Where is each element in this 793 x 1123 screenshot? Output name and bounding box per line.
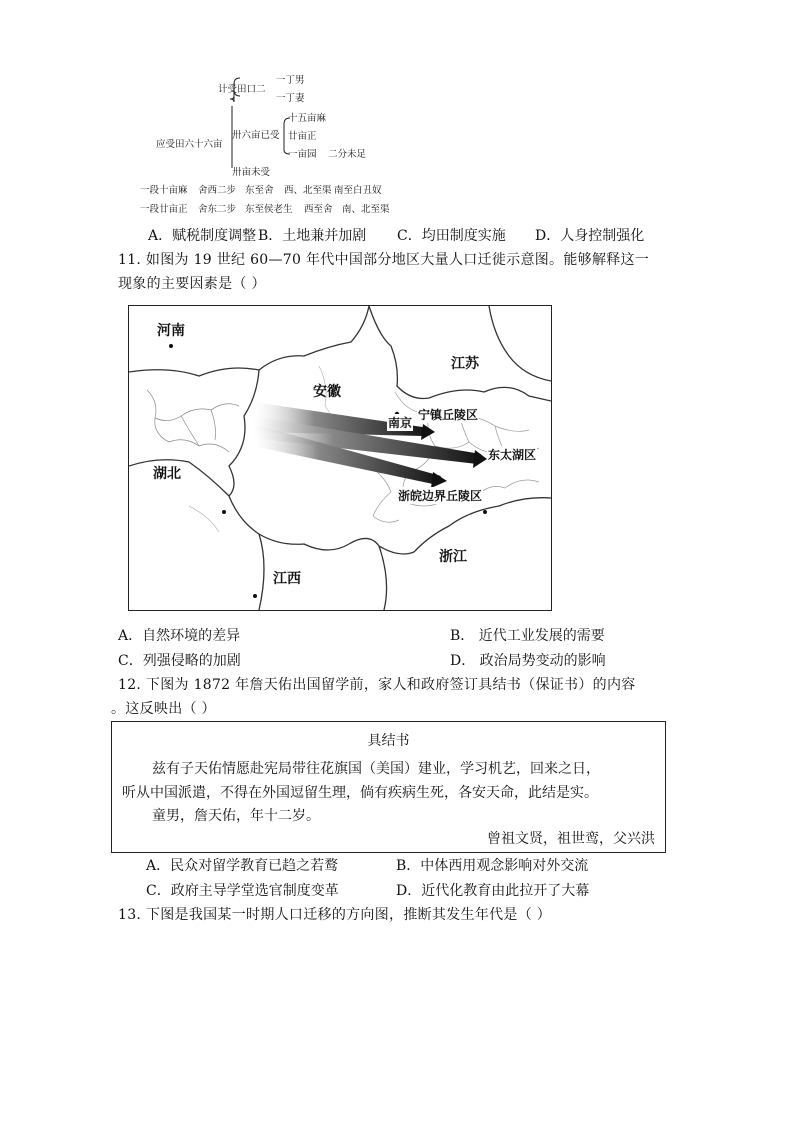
tree-note: 二分未足 (328, 149, 367, 160)
tree-branch-a: 卅六亩已受 (232, 130, 280, 141)
tree-row2-cell: 舍东二步 (198, 204, 237, 215)
q10-option-c: C．均田制度实施 (397, 228, 506, 244)
q12-option-d: D．近代化教育由此拉开了大幕 (396, 883, 590, 899)
map-label-anhui: 安徽 (313, 384, 341, 400)
tree-row1-cell: 舍西二步 (198, 185, 237, 196)
q11-option-a: A．自然环境的差异 (118, 628, 241, 644)
tree-row1-cell: 南至白丑奴 (334, 185, 382, 196)
map-label-ningzhen: 宁镇丘陵区 (418, 408, 479, 422)
map-label-nanjing: 南京 (388, 416, 413, 430)
migration-map (128, 305, 552, 611)
tree-child: 廿亩正 (288, 131, 317, 142)
map-label-jiangsu: 江苏 (451, 356, 479, 372)
map-label-henan: 河南 (157, 323, 185, 339)
bond-line1: 兹有子天佑情愿赴宪局带往花旗国（美国）建业，学习机艺，回来之日， (152, 761, 600, 777)
map-label-zhejiang: 浙江 (439, 549, 467, 565)
tree-row2-cell: 西至舍 (304, 204, 333, 215)
tree-row1-cell: 西、北至渠 (284, 185, 332, 196)
q11-option-c: C．列强侵略的加剧 (118, 653, 241, 669)
q10-option-d: D．人身控制强化 (535, 228, 645, 244)
bond-document-box (111, 721, 666, 853)
q10-option-b: B．土地兼并加剧 (258, 228, 367, 244)
q12-option-c: C．政府主导学堂选官制度变革 (146, 883, 339, 899)
tree-child: 一亩园 (288, 149, 317, 160)
bond-title: 具结书 (367, 733, 410, 749)
tree-row1-cell: 东至舍 (245, 185, 274, 196)
tree-child: 一丁男 (276, 75, 305, 86)
q10-option-a: A．赋税制度调整 (148, 228, 257, 244)
q11-option-d: D． 政治局势变动的影响 (450, 653, 606, 669)
tree-child: 一丁妻 (276, 93, 305, 104)
tree-root-top: 计受田口二 (218, 84, 266, 95)
bond-line2: 听从中国派遣，不得在外国逗留生理，倘有疾病生死，各安天命，此结是实。 (122, 785, 598, 801)
tree-row2-cell: 一段廿亩正 (140, 204, 188, 215)
tree-root-main: 应受田六十六亩 (156, 139, 223, 150)
q12-stem-line2: 。这反映出（ ） (111, 701, 216, 717)
tree-row2-cell: 南、北至渠 (342, 204, 390, 215)
q11-stem-line1: 11. 如图为 19 世纪 60—70 年代中国部分地区大量人口迁徙示意图。能够解释这一 (118, 252, 650, 268)
map-label-jiangxi: 江西 (273, 571, 301, 587)
land-allocation-diagram (128, 68, 398, 218)
tree-child: 十五亩麻 (288, 113, 327, 124)
tree-row2-cell: 东至侯老生 (245, 204, 293, 215)
q12-stem-line1: 12. 下图为 1872 年詹天佑出国留学前，家人和政府签订具结书（保证书）的内容 (118, 677, 636, 693)
q12-option-b: B．中体西用观念影响对外交流 (396, 858, 589, 874)
map-label-hubei: 湖北 (153, 466, 181, 482)
q11-option-b: B． 近代工业发展的需要 (450, 628, 605, 644)
bond-signature: 曾祖文贤，祖世鸾，父兴洪 (487, 831, 655, 847)
tree-row1-cell: 一段十亩麻 (140, 185, 188, 196)
map-label-taihu: 东太湖区 (488, 448, 537, 462)
q13-stem: 13. 下图是我国某一时期人口迁移的方向图，推断其发生年代是（ ） (118, 907, 552, 923)
tree-branch-b: 卅亩未受 (232, 167, 271, 178)
q12-option-a: A．民众对留学教育已趋之若鹜 (146, 858, 339, 874)
q11-stem-line2: 现象的主要因素是（ ） (118, 276, 266, 292)
bond-line3: 童男，詹天佑，年十二岁。 (152, 808, 320, 824)
map-label-zhewan: 浙皖边界丘陵区 (398, 489, 483, 503)
